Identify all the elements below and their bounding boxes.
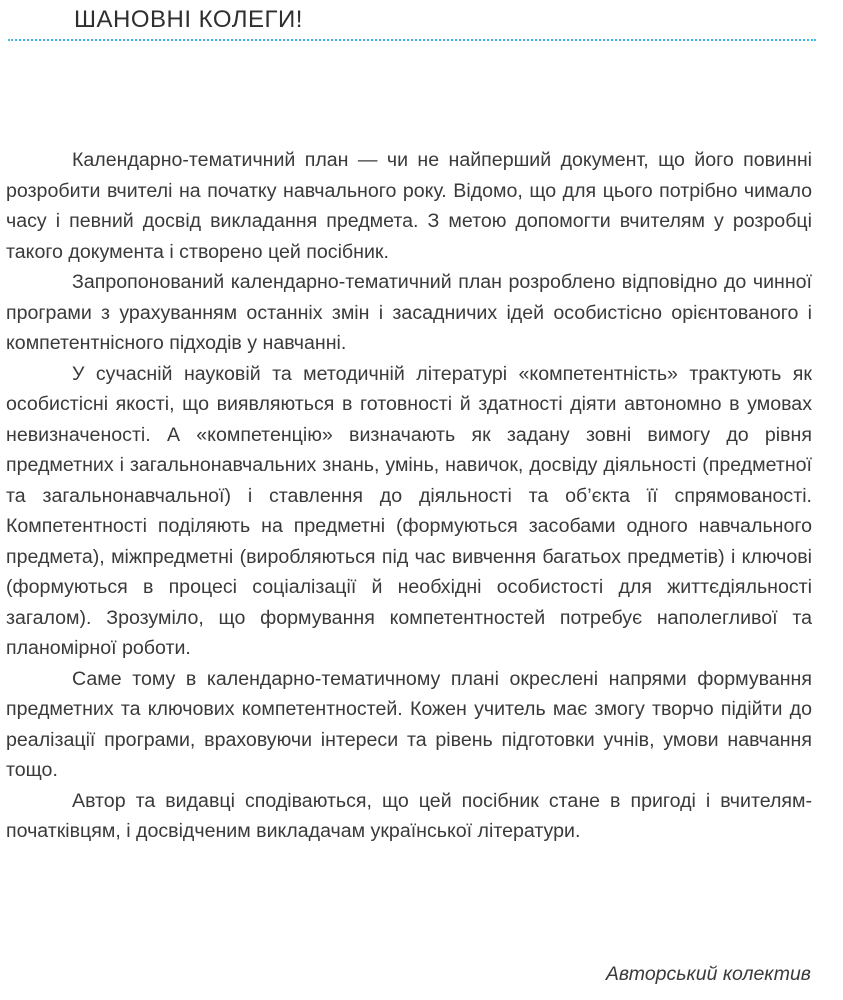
paragraph-2: Запропонований календарно-тематичний план розроблено відповідно до чинної програми з урахуванням останніх змін і засадничих ідей особистісно орієнтованого і компетентнісного підходів у навчанні. [6, 271, 812, 354]
paragraph-5: Автор та видавці сподіваються, що цей посібник стане в пригоді і вчителям-початківцям, і досвідченим викладачам української літератури. [6, 789, 812, 842]
paragraph-3: У сучасній науковій та методичній літературі «компетентність» трактують як особистісні якості, що виявляються в готовності й здатності діяти автономно в умовах невизначеності. А «компетенцію» визначають як задану зовні вимогу до рівня предметних і загальнонавчальних знань, умінь, навичок, досвіду діяльності (предметної та загальнонавчальної) і ставлення до діяльності та об’єкта її спрямованості. Компетентності поділяють на предметні (формуються засобами одного навчального предмета), міжпредметні (виробляються під час вивчення багатьох предметів) і ключові (формуються в процесі соціалізації й необхідні особистості для життєдіяльності загалом). Зрозуміло, що формування компетентностей потребує наполегливої та планомірної роботи. [6, 362, 812, 659]
page-title: ШАНОВНІ КОЛЕГИ! [74, 6, 303, 33]
signature: Авторський колектив [605, 963, 811, 985]
dotted-divider [8, 39, 816, 41]
body-text [6, 145, 812, 847]
paragraph-4: Саме тому в календарно-тематичному плані окреслені напрями формування предметних та ключових компетентностей. Кожен учитель має змогу творчо підійти до реалізації програми, враховуючи інтереси та рівень підготовки учнів, умови навчання тощо. [6, 667, 812, 781]
paragraph-1: Календарно-тематичний план — чи не найперший документ, що його повинні розробити вчителі на початку навчального року. Відомо, що для цього потрібно чимало часу і певний досвід викладання предмета. З метою допомогти вчителям у розробці такого документа і створено цей посібник. [6, 149, 812, 263]
